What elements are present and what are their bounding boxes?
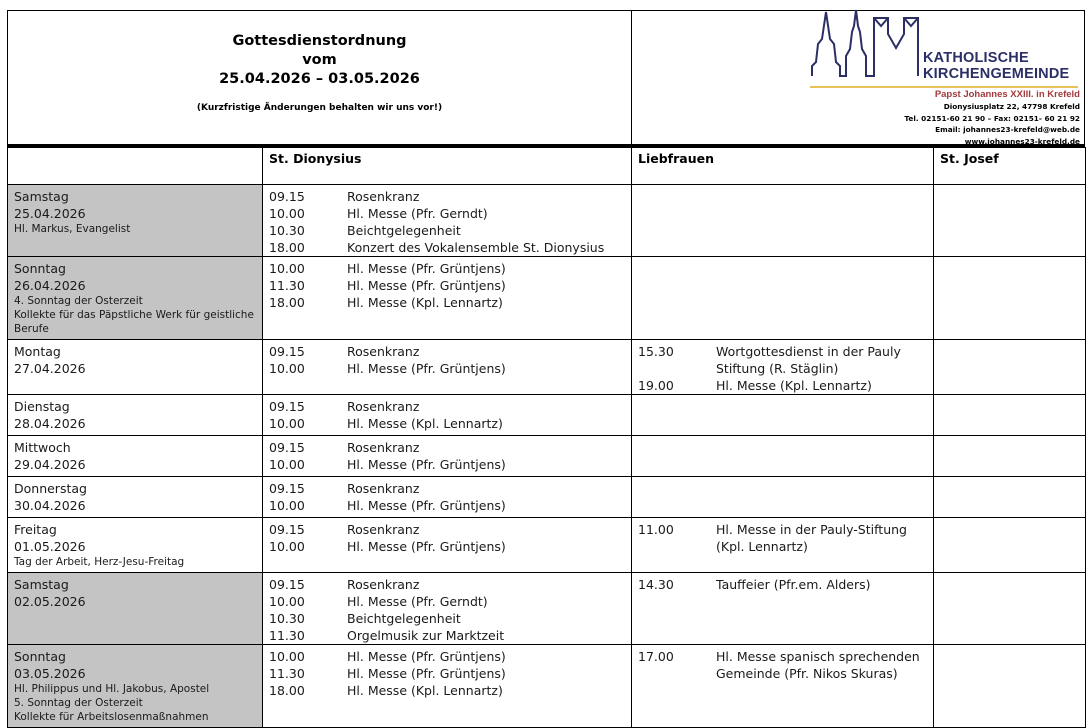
date: 26.04.2026	[14, 278, 86, 293]
josef-cell	[934, 257, 1086, 340]
weekday: Montag	[14, 344, 61, 359]
day-cell	[8, 340, 263, 395]
service-entry	[263, 648, 631, 665]
changes-note: (Kurzfristige Änderungen behalten wir uns vor!)	[196, 103, 443, 113]
service-entry	[263, 188, 631, 205]
service-description: Rosenkranz	[347, 344, 420, 359]
liturgical-note: 4. Sonntag der Osterzeit	[14, 295, 143, 307]
josef-cell	[934, 340, 1086, 395]
weekday: Sonntag	[14, 261, 66, 276]
service-description: Hl. Messe in der Pauly-Stiftung (Kpl. Lennartz)	[716, 522, 907, 554]
service-time: 10.00	[269, 594, 305, 609]
service-description: Beichtgelegenheit	[347, 611, 461, 626]
service-time: 09.15	[269, 440, 305, 455]
logo-line-katholische: KATHOLISCHE	[923, 50, 1029, 66]
service-description: Hl. Messe (Pfr. Grüntjens)	[347, 261, 506, 276]
service-description: Hl. Messe (Pfr. Grüntjens)	[347, 498, 506, 513]
column-header-st-dionysius: St. Dionysius	[263, 148, 632, 185]
josef-cell	[934, 573, 1086, 645]
parish-email[interactable]: Email: johannes23-krefeld@web.de	[935, 125, 1080, 134]
service-description: Beichtgelegenheit	[347, 223, 461, 238]
service-entry	[263, 205, 631, 222]
day-cell	[8, 573, 263, 645]
weekday: Freitag	[14, 522, 57, 537]
dionysius-cell	[263, 185, 632, 257]
day-row	[8, 185, 1086, 257]
date: 25.04.2026	[14, 206, 86, 221]
service-time: 10.00	[269, 206, 305, 221]
service-entry	[263, 480, 631, 497]
dionysius-cell	[263, 436, 632, 477]
service-time: 09.15	[269, 522, 305, 537]
day-row	[8, 340, 1086, 395]
service-time: 10.00	[269, 416, 305, 431]
service-entry	[263, 360, 631, 377]
liebfrauen-cell	[632, 573, 934, 645]
document-title: Gottesdienstordnung	[232, 33, 407, 49]
service-entry	[263, 627, 631, 644]
service-entry	[263, 343, 631, 360]
day-row	[8, 518, 1086, 573]
service-time: 19.00	[638, 378, 674, 393]
dionysius-cell	[263, 573, 632, 645]
dionysius-cell	[263, 257, 632, 340]
service-description: Tauffeier (Pfr.em. Alders)	[716, 577, 871, 592]
service-time: 10.30	[269, 611, 305, 626]
service-description: Hl. Messe (Kpl. Lennartz)	[347, 416, 503, 431]
service-entry	[263, 497, 631, 514]
service-description: Rosenkranz	[347, 399, 420, 414]
service-description: Hl. Messe (Pfr. Gerndt)	[347, 594, 488, 609]
title-vom: vom	[302, 52, 337, 68]
service-time: 10.00	[269, 261, 305, 276]
service-entry	[263, 682, 631, 699]
josef-cell	[934, 518, 1086, 573]
day-row	[8, 395, 1086, 436]
title-block	[8, 11, 632, 144]
service-time: 10.00	[269, 457, 305, 472]
service-time: 11.00	[638, 522, 674, 537]
service-time: 11.30	[269, 278, 305, 293]
service-description: Hl. Messe (Kpl. Lennartz)	[716, 378, 872, 393]
service-entry	[263, 239, 631, 256]
day-cell	[8, 477, 263, 518]
dionysius-cell	[263, 645, 632, 728]
liebfrauen-cell	[632, 395, 934, 436]
josef-cell	[934, 185, 1086, 257]
date: 27.04.2026	[14, 361, 86, 376]
weekday: Donnerstag	[14, 481, 87, 496]
day-row	[8, 257, 1086, 340]
service-entry	[263, 610, 631, 627]
parish-name	[923, 50, 1069, 82]
service-description: Hl. Messe (Kpl. Lennartz)	[347, 683, 503, 698]
service-entry	[263, 665, 631, 682]
service-time: 10.00	[269, 649, 305, 664]
service-time: 17.00	[638, 649, 674, 664]
liebfrauen-cell	[632, 436, 934, 477]
service-entry	[632, 648, 933, 682]
day-cell	[8, 395, 263, 436]
service-entry	[263, 222, 631, 239]
service-entry	[263, 398, 631, 415]
service-time: 11.30	[269, 628, 305, 643]
liturgical-note: Hl. Philippus und Hl. Jakobus, Apostel	[14, 683, 210, 695]
service-entry	[263, 260, 631, 277]
service-time: 10.00	[269, 539, 305, 554]
liebfrauen-cell	[632, 340, 934, 395]
date: 01.05.2026	[14, 539, 86, 554]
date-range: 25.04.2026 – 03.05.2026	[219, 71, 420, 87]
logo-divider	[810, 86, 1078, 88]
service-entry	[263, 538, 631, 555]
josef-cell	[934, 395, 1086, 436]
service-entry	[263, 521, 631, 538]
parish-address: Dionysiusplatz 22, 47798 Krefeld	[943, 102, 1080, 111]
josef-cell	[934, 436, 1086, 477]
service-description: Hl. Messe (Pfr. Grüntjens)	[347, 649, 506, 664]
service-time: 09.15	[269, 481, 305, 496]
day-cell	[8, 185, 263, 257]
service-time: 10.30	[269, 223, 305, 238]
day-row	[8, 477, 1086, 518]
service-time: 18.00	[269, 295, 305, 310]
service-description: Hl. Messe (Pfr. Grüntjens)	[347, 666, 506, 681]
date: 29.04.2026	[14, 457, 86, 472]
service-time: 15.30	[638, 344, 674, 359]
service-entry	[263, 277, 631, 294]
service-description: Wortgottesdienst in der Pauly Stiftung (R. Stäglin)	[716, 344, 901, 376]
parish-phone-fax: Tel. 02151-60 21 90 – Fax: 02151- 60 21 92	[904, 114, 1080, 123]
day-row	[8, 645, 1086, 728]
parish-website[interactable]: www.johannes23-krefeld.de	[964, 137, 1080, 146]
service-time: 14.30	[638, 577, 674, 592]
column-header-day	[8, 148, 263, 185]
parish-subtitle: Papst Johannes XXIII. in Krefeld	[934, 89, 1080, 100]
weekday: Samstag	[14, 189, 69, 204]
weekday: Samstag	[14, 577, 69, 592]
service-time: 18.00	[269, 240, 305, 255]
day-row	[8, 436, 1086, 477]
service-entry	[263, 576, 631, 593]
liebfrauen-cell	[632, 185, 934, 257]
service-description: Hl. Messe spanisch sprechenden Gemeinde (Pfr. Nikos Skuras)	[716, 649, 920, 681]
weekday: Dienstag	[14, 399, 70, 414]
dionysius-cell	[263, 340, 632, 395]
service-description: Rosenkranz	[347, 481, 420, 496]
service-description: Orgelmusik zur Marktzeit	[347, 628, 505, 643]
service-entry	[263, 439, 631, 456]
date: 02.05.2026	[14, 594, 86, 609]
service-entry	[263, 294, 631, 311]
liturgical-note: Tag der Arbeit, Herz-Jesu-Freitag	[14, 556, 185, 568]
service-time: 09.15	[269, 399, 305, 414]
logo-line-kirchengemeinde: KIRCHENGEMEINDE	[923, 66, 1070, 82]
date: 28.04.2026	[14, 416, 86, 431]
service-entry	[263, 456, 631, 473]
table-header-row	[8, 148, 1086, 185]
service-time: 10.00	[269, 498, 305, 513]
service-time: 09.15	[269, 344, 305, 359]
day-cell	[8, 436, 263, 477]
service-description: Rosenkranz	[347, 577, 420, 592]
service-description: Hl. Messe (Kpl. Lennartz)	[347, 295, 503, 310]
liebfrauen-cell	[632, 257, 934, 340]
josef-cell	[934, 645, 1086, 728]
liturgical-note: 5. Sonntag der Osterzeit	[14, 697, 143, 709]
day-cell	[8, 518, 263, 573]
service-entry	[632, 521, 933, 555]
church-skyline-logo-icon	[808, 4, 928, 84]
service-description: Rosenkranz	[347, 440, 420, 455]
liturgical-note: Kollekte für das Päpstliche Werk für geistliche Berufe	[14, 309, 254, 335]
service-description: Konzert des Vokalensemble St. Dionysius	[347, 240, 605, 255]
service-time: 18.00	[269, 683, 305, 698]
service-entry	[263, 415, 631, 432]
liebfrauen-cell	[632, 518, 934, 573]
date: 03.05.2026	[14, 666, 86, 681]
date: 30.04.2026	[14, 498, 86, 513]
service-entry	[263, 593, 631, 610]
column-header-st-josef: St. Josef	[934, 148, 1086, 185]
liturgical-note: Hl. Markus, Evangelist	[14, 223, 131, 235]
service-entry	[632, 377, 933, 394]
service-time: 11.30	[269, 666, 305, 681]
service-description: Hl. Messe (Pfr. Grüntjens)	[347, 361, 506, 376]
dionysius-cell	[263, 395, 632, 436]
day-cell	[8, 257, 263, 340]
day-row	[8, 573, 1086, 645]
service-description: Hl. Messe (Pfr. Grüntjens)	[347, 278, 506, 293]
service-entry	[632, 343, 933, 377]
liebfrauen-cell	[632, 477, 934, 518]
service-description: Hl. Messe (Pfr. Grüntjens)	[347, 457, 506, 472]
dionysius-cell	[263, 477, 632, 518]
service-description: Hl. Messe (Pfr. Gerndt)	[347, 206, 488, 221]
dionysius-cell	[263, 518, 632, 573]
day-cell	[8, 645, 263, 728]
service-schedule-table	[7, 147, 1086, 728]
service-time: 09.15	[269, 189, 305, 204]
service-entry	[632, 576, 933, 593]
column-header-liebfrauen: Liebfrauen	[632, 148, 934, 185]
service-time: 09.15	[269, 577, 305, 592]
liebfrauen-cell	[632, 645, 934, 728]
weekday: Sonntag	[14, 649, 66, 664]
service-description: Hl. Messe (Pfr. Grüntjens)	[347, 539, 506, 554]
service-description: Rosenkranz	[347, 522, 420, 537]
weekday: Mittwoch	[14, 440, 71, 455]
service-time: 10.00	[269, 361, 305, 376]
josef-cell	[934, 477, 1086, 518]
liturgical-note: Kollekte für Arbeitslosenmaßnahmen	[14, 711, 209, 723]
service-description: Rosenkranz	[347, 189, 420, 204]
